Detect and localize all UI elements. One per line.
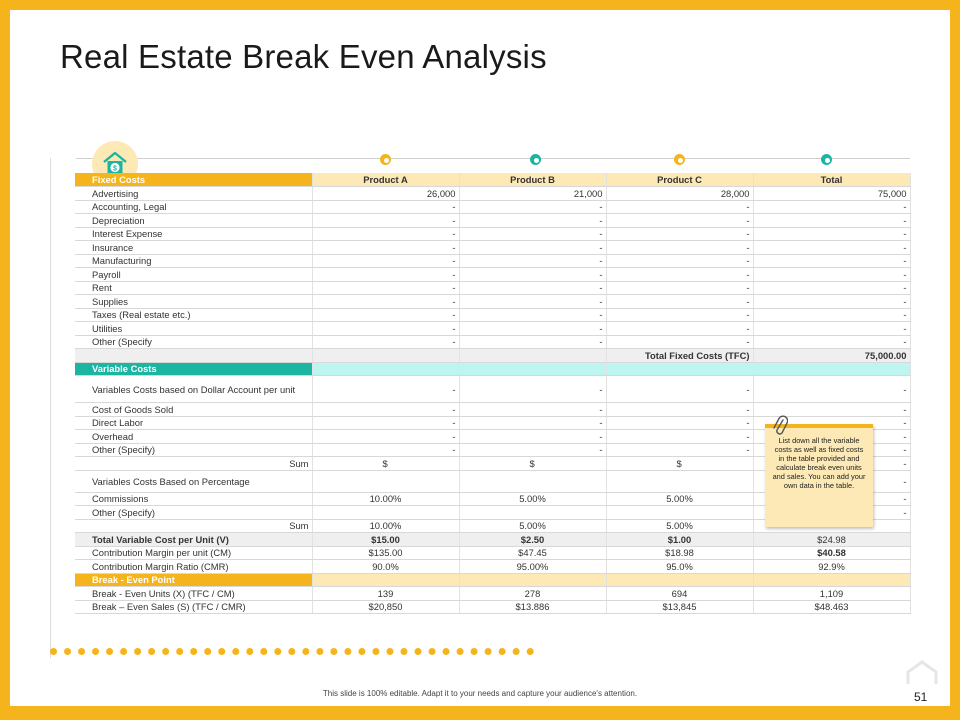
table-row: Insurance - - - - bbox=[75, 241, 910, 255]
timeline-line bbox=[76, 158, 910, 159]
table-row: Utilities - - - - bbox=[75, 322, 910, 336]
product-a-header: Product A bbox=[312, 173, 459, 187]
table-row: Advertising 26,000 21,000 28,000 75,000 bbox=[75, 187, 910, 201]
total-fixed-costs-row bbox=[75, 349, 910, 363]
break-even-header-row bbox=[75, 573, 910, 587]
table-row: Accounting, Legal - - - - bbox=[75, 200, 910, 214]
table-row: Other (Specify) - bbox=[75, 506, 910, 520]
table-row: Overhead - - - - bbox=[75, 430, 910, 444]
table-row: Rent - - - - bbox=[75, 281, 910, 295]
dotted-decoration bbox=[50, 648, 534, 655]
break-even-header: Break - Even Point bbox=[75, 573, 312, 587]
slide bbox=[10, 10, 950, 706]
footer-text: This slide is 100% editable. Adapt it to your needs and capture your audience's attention. bbox=[322, 689, 638, 698]
tfc-value: 75,000.00 bbox=[753, 349, 910, 363]
sum-row: Sum 10.00% 5.00% 5.00% bbox=[75, 519, 910, 533]
table-row: Other (Specify) - - - - bbox=[75, 443, 910, 457]
sticky-note: List down all the variable costs as well as fixed costs in the table provided and calculate break even units and sales. You can add your own data in the table. bbox=[765, 424, 873, 527]
house-outline-icon bbox=[902, 660, 942, 686]
table-row: Interest Expense - - - - bbox=[75, 227, 910, 241]
table-row: Commissions 10.00% 5.00% 5.00% - bbox=[75, 492, 910, 506]
timeline-dot-product-b bbox=[530, 154, 541, 165]
table-header-row bbox=[75, 173, 910, 187]
break-even-table bbox=[75, 173, 911, 614]
table-row: Depreciation - - - - bbox=[75, 214, 910, 228]
page-title: Real Estate Break Even Analysis bbox=[60, 38, 547, 75]
timeline-dot-total bbox=[821, 154, 832, 165]
product-c-header: Product C bbox=[606, 173, 753, 187]
total-header: Total bbox=[753, 173, 910, 187]
timeline-dot-product-a bbox=[380, 154, 391, 165]
tfc-label: Total Fixed Costs (TFC) bbox=[606, 349, 753, 363]
table-row: Manufacturing - - - - bbox=[75, 254, 910, 268]
paperclip-icon bbox=[772, 414, 788, 438]
table-row: Payroll - - - - bbox=[75, 268, 910, 282]
table-row: Contribution Margin per unit (CM) $135.00 $47.45 $18.98 $40.58 bbox=[75, 546, 910, 560]
page-number: 51 bbox=[914, 690, 928, 704]
table-row: Break – Even Sales (S) (TFC / CMR) $20,850 $13.886 $13,845 $48.463 bbox=[75, 600, 910, 614]
table-row: Cost of Goods Sold - - - - bbox=[75, 403, 910, 417]
total-variable-cost-row: Total Variable Cost per Unit (V) $15.00 $2.50 $1.00 $24.98 bbox=[75, 533, 910, 547]
table-row: Other (Specify - - - - bbox=[75, 335, 910, 349]
table-row: Variables Costs Based on Percentage - bbox=[75, 470, 910, 492]
table-row: Taxes (Real estate etc.) - - - - bbox=[75, 308, 910, 322]
variable-costs-header-row bbox=[75, 362, 910, 376]
sum-row: Sum $ $ $ - bbox=[75, 457, 910, 471]
table-row: Break - Even Units (X) (TFC / CM) 139 278 694 1,109 bbox=[75, 587, 910, 601]
svg-text:$: $ bbox=[113, 165, 117, 173]
fixed-costs-header: Fixed Costs bbox=[75, 173, 312, 187]
table-row: Variables Costs based on Dollar Account per unit - - - - bbox=[75, 376, 910, 403]
table-row: Supplies - - - - bbox=[75, 295, 910, 309]
product-b-header: Product B bbox=[459, 173, 606, 187]
table-row: Contribution Margin Ratio (CMR) 90.0% 95.00% 95.0% 92.9% bbox=[75, 560, 910, 574]
timeline-dot-product-c bbox=[674, 154, 685, 165]
table-row: Direct Labor - - - - bbox=[75, 416, 910, 430]
variable-costs-header: Variable Costs bbox=[75, 362, 312, 376]
left-divider bbox=[50, 158, 51, 658]
